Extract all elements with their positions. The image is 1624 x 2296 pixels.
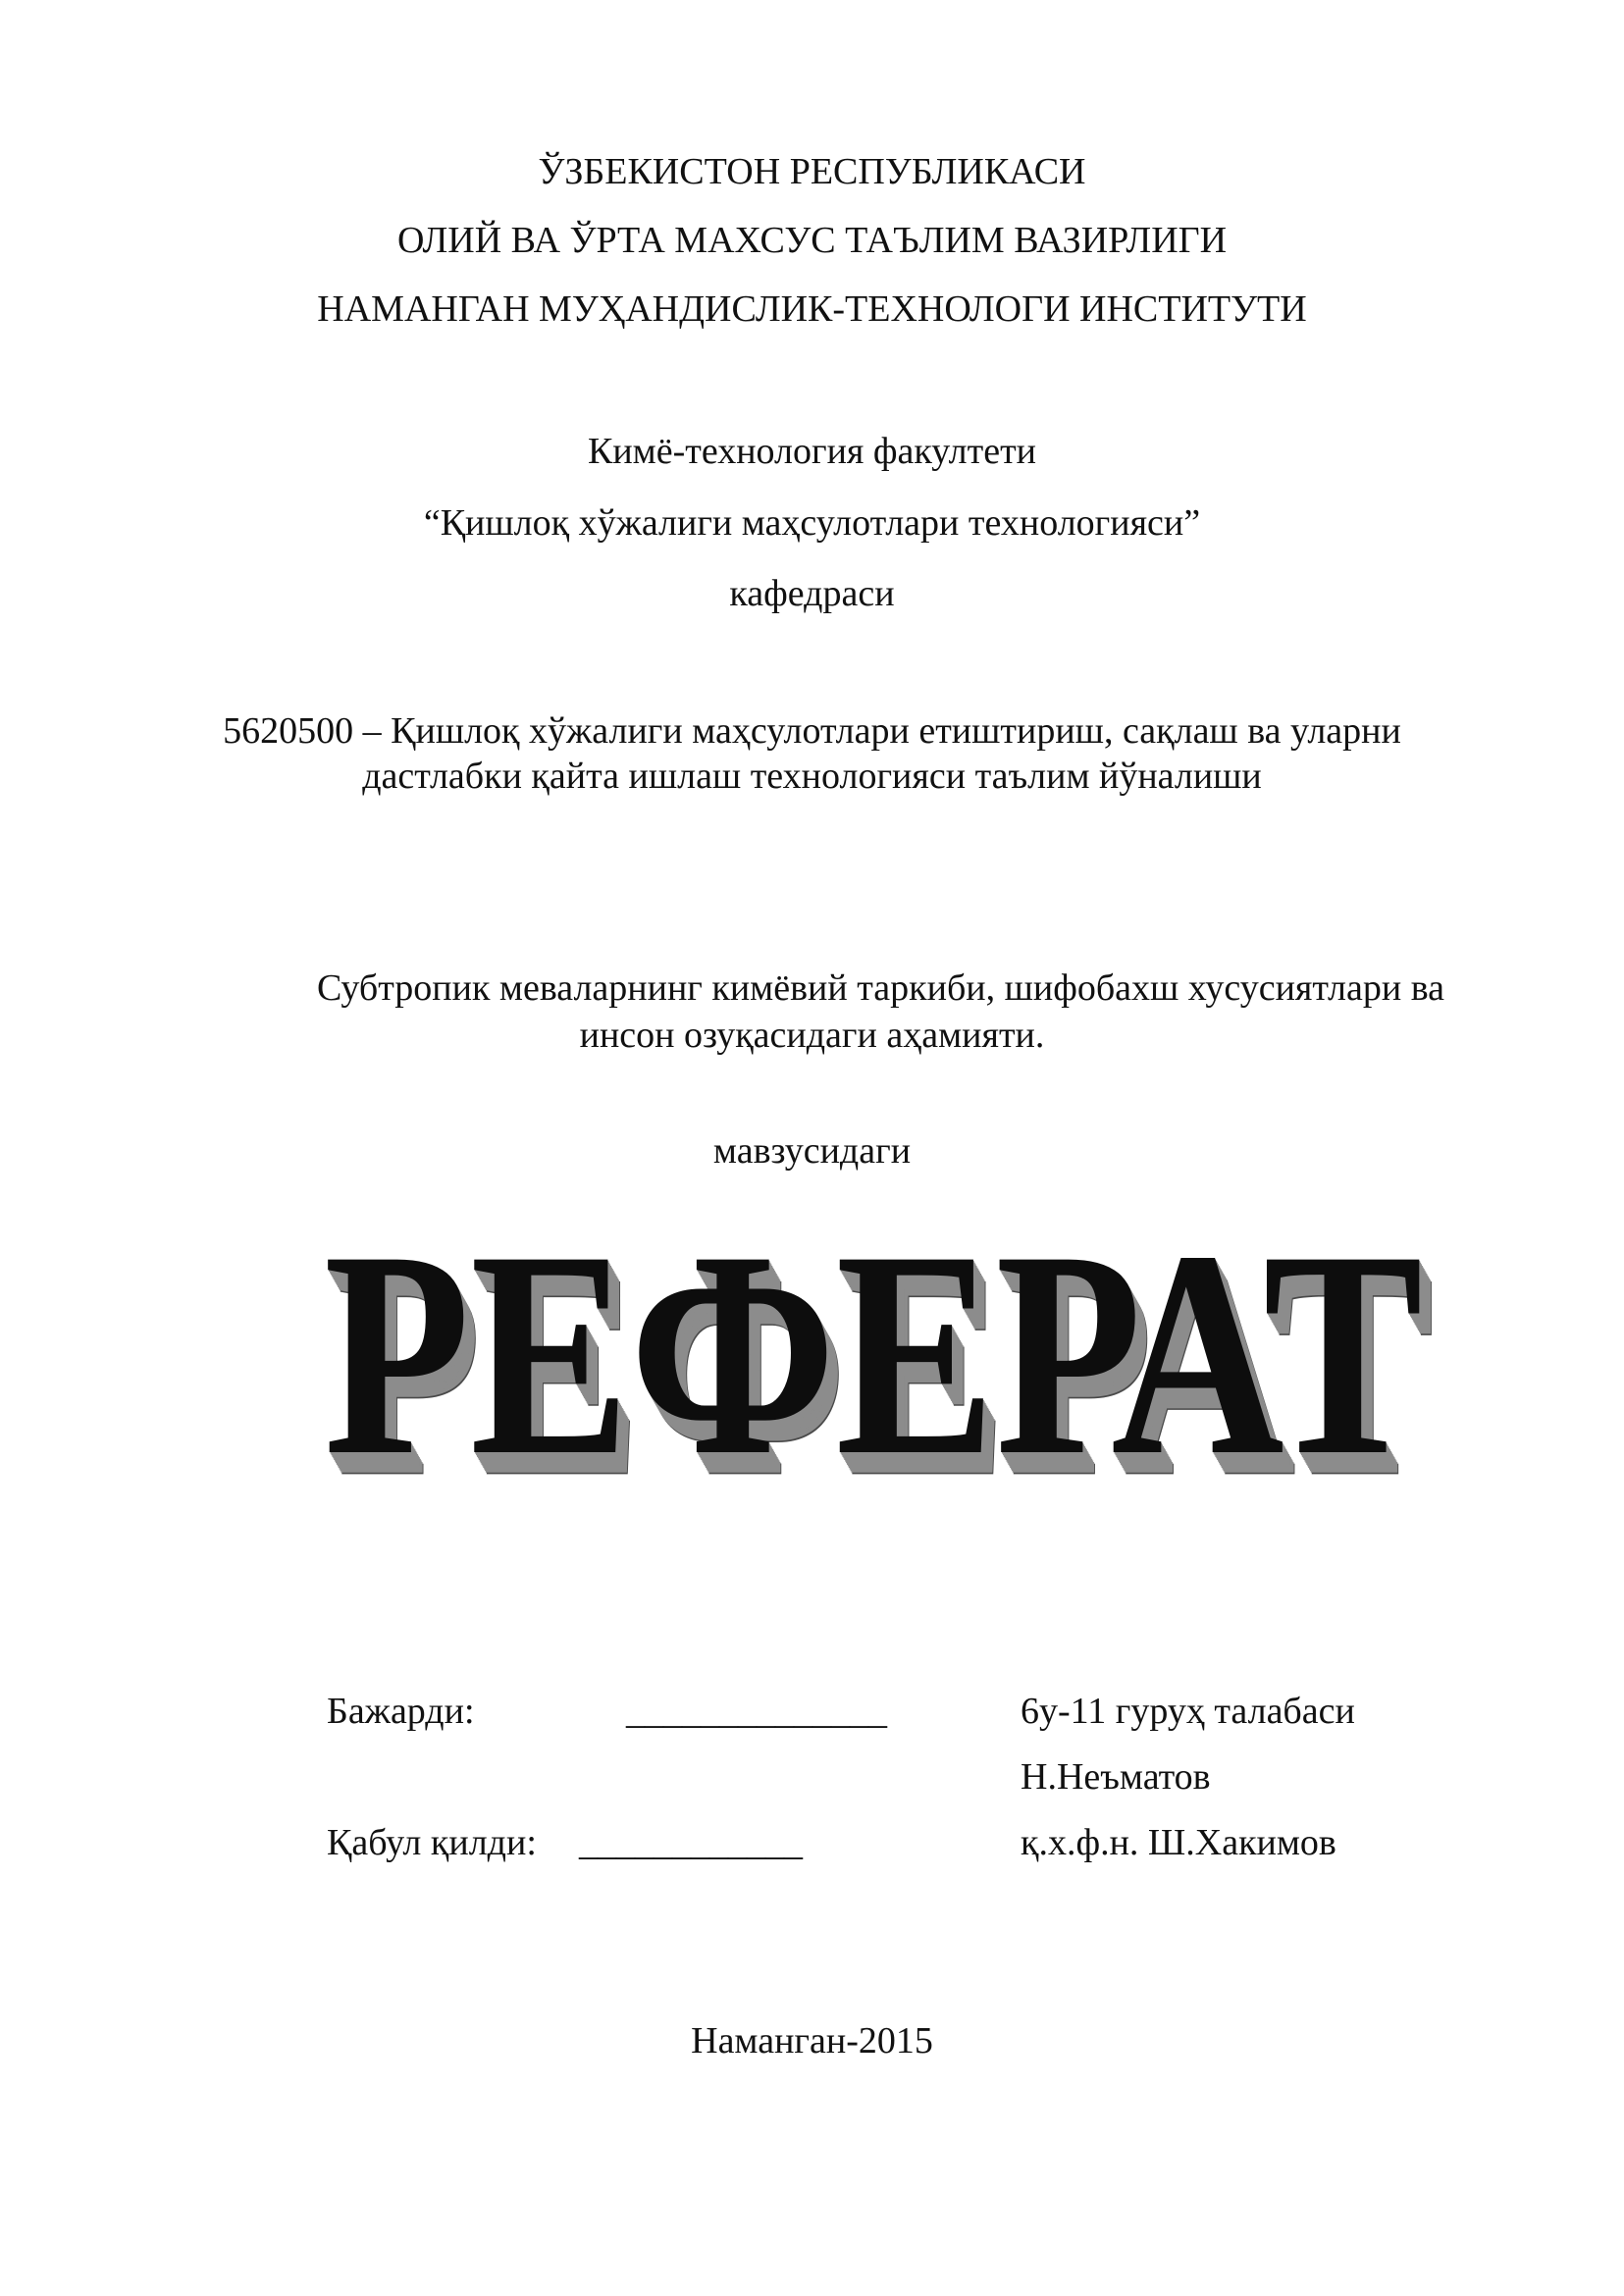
topic-line-2: инсон озуқасидаги аҳамияти.	[579, 1015, 1045, 1056]
department-name: “Қишлоқ хўжалиги маҳсулотлари технологияси”	[423, 502, 1201, 544]
referat-extrusion-layer: РЕФЕРАТ	[328, 1207, 1428, 1501]
referat-title: РЕФЕРАТ	[324, 1207, 1423, 1501]
performer-name: Н.Неъматов	[1021, 1756, 1211, 1798]
direction-line-1: 5620500 – Қишлоқ хўжалиги маҳсулотлари етиштириш, сақлаш ва уларни	[223, 710, 1401, 752]
referat-extrusion-layer: РЕФЕРАТ	[324, 1207, 1424, 1501]
referat-extrusion-layer: РЕФЕРАТ	[333, 1207, 1432, 1501]
referat-extrusion-layer: РЕФЕРАТ	[335, 1210, 1435, 1501]
performed-label: Бажарди:	[327, 1691, 475, 1732]
place-year: Наманган-2015	[691, 2020, 933, 2061]
institute-heading: НАМАНГАН МУҲАНДИСЛИК-ТЕХНОЛОГИ ИНСТИТУТИ	[317, 288, 1307, 330]
performer-group: 6у-11 гуруҳ талабаси	[1021, 1691, 1355, 1732]
referat-extrusion-layer: РЕФЕРАТ	[331, 1207, 1431, 1501]
country-heading: ЎЗБЕКИСТОН РЕСПУБЛИКАСИ	[538, 151, 1086, 192]
accepter-name: қ.х.ф.н. Ш.Хакимов	[1021, 1822, 1336, 1863]
referat-extrusion-layer: РЕФЕРАТ	[329, 1207, 1429, 1501]
referat-extrusion-layer: РЕФЕРАТ	[336, 1212, 1436, 1501]
referat-extrusion-layer: РЕФЕРАТ	[330, 1207, 1430, 1501]
accepted-label: Қабул қилди:	[327, 1822, 537, 1863]
ministry-heading: ОЛИЙ ВА ЎРТА МАХСУС ТАЪЛИМ ВАЗИРЛИГИ	[396, 220, 1228, 261]
referat-extrusion-layer: РЕФЕРАТ	[325, 1207, 1425, 1501]
referat-extrusion-layer: РЕФЕРАТ	[334, 1209, 1434, 1501]
referat-wordart	[275, 1207, 1472, 1501]
referat-extrusion-layer: РЕФЕРАТ	[332, 1207, 1432, 1501]
faculty-name: Кимё-технология факултети	[587, 431, 1037, 472]
topic-line-1: Субтропик меваларнинг кимёвий таркиби, шифобахш хусусиятлари ва	[316, 967, 1445, 1009]
performed-signature-line: ______________	[626, 1691, 887, 1732]
referat-extrusion-layer: РЕФЕРАТ	[326, 1207, 1426, 1501]
accepted-signature-line: ____________	[579, 1822, 803, 1863]
direction-line-2: дастлабки қайта ишлаш технологияси таълим йўналиши	[362, 756, 1262, 797]
department-suffix: кафедраси	[729, 573, 895, 614]
referat-extrusion-layer: РЕФЕРАТ	[333, 1207, 1433, 1501]
topic-suffix: мавзусидаги	[712, 1130, 912, 1172]
referat-extrusion-layer: РЕФЕРАТ	[327, 1207, 1427, 1501]
